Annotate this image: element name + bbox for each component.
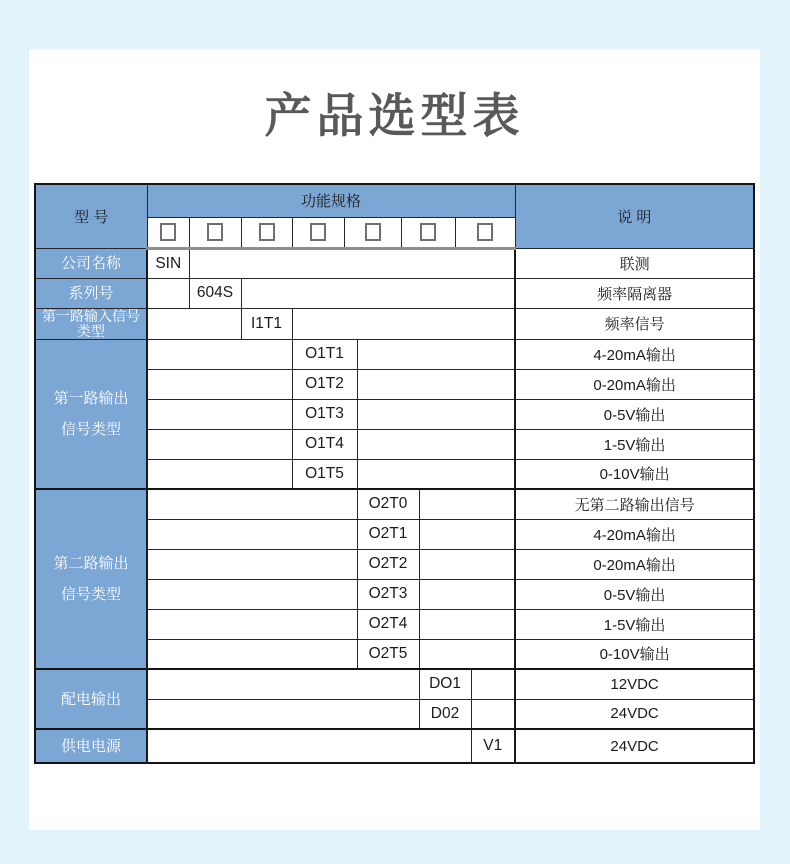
empty-cell [471, 699, 515, 729]
empty-cell [147, 609, 357, 639]
table-row [35, 339, 754, 369]
label-line: 第一路输入信号 [42, 308, 140, 324]
spec-checkbox-cell [147, 217, 189, 248]
table-row [35, 489, 754, 519]
checkbox-icon[interactable] [207, 223, 223, 241]
label-line: 公司名称 [60, 254, 121, 272]
spec-checkbox-cell [241, 217, 292, 248]
table-row [35, 729, 754, 763]
desc-cell: 0-20mA输出 [515, 369, 754, 399]
empty-cell [147, 339, 292, 369]
empty-cell [147, 639, 357, 669]
spec-checkbox-cell [401, 217, 455, 248]
spec-checkbox-cell [344, 217, 401, 248]
desc-cell: 无第二路输出信号 [515, 489, 754, 519]
empty-cell [147, 699, 419, 729]
label-line: 配电输出 [60, 690, 121, 708]
spec-checkbox-cell [189, 217, 241, 248]
table-row [35, 278, 754, 308]
desc-cell: 频率信号 [515, 308, 754, 339]
label-line: 供电电源 [60, 737, 121, 755]
code-cell: SIN [147, 248, 189, 278]
empty-cell [147, 369, 292, 399]
empty-cell [419, 639, 515, 669]
checkbox-icon[interactable] [477, 223, 493, 241]
label-line: 信号类型 [60, 420, 121, 438]
empty-cell [147, 549, 357, 579]
product-selection-table [34, 183, 755, 764]
empty-cell [147, 429, 292, 459]
desc-cell: 4-20mA输出 [515, 339, 754, 369]
empty-cell [357, 429, 515, 459]
desc-cell: 0-5V输出 [515, 579, 754, 609]
checkbox-icon[interactable] [310, 223, 326, 241]
desc-cell: 联测 [515, 248, 754, 278]
code-cell: O1T4 [292, 429, 357, 459]
desc-cell: 频率隔离器 [515, 278, 754, 308]
empty-cell [147, 399, 292, 429]
empty-cell [357, 339, 515, 369]
code-cell: DO1 [419, 669, 471, 699]
empty-cell [147, 669, 419, 699]
desc-cell: 1-5V输出 [515, 429, 754, 459]
row-label-power-supply [35, 729, 147, 763]
table-row [35, 308, 754, 339]
empty-cell [357, 459, 515, 489]
desc-cell: 24VDC [515, 729, 754, 763]
code-cell: O2T0 [357, 489, 419, 519]
empty-cell [419, 609, 515, 639]
spec-checkbox-cell [292, 217, 344, 248]
code-cell: 604S [189, 278, 241, 308]
empty-cell [419, 549, 515, 579]
empty-cell [419, 579, 515, 609]
code-cell: O2T3 [357, 579, 419, 609]
checkbox-icon[interactable] [160, 223, 176, 241]
code-cell: O1T1 [292, 339, 357, 369]
desc-cell: 0-10V输出 [515, 639, 754, 669]
desc-cell: 0-10V输出 [515, 459, 754, 489]
table-header-row [35, 184, 754, 217]
desc-cell: 1-5V输出 [515, 609, 754, 639]
label-line: 系列号 [68, 284, 114, 302]
code-cell: O2T1 [357, 519, 419, 549]
code-cell: D02 [419, 699, 471, 729]
label-line: 第二路输出 [53, 555, 129, 572]
code-cell: O2T4 [357, 609, 419, 639]
code-cell: O1T5 [292, 459, 357, 489]
label-line: 类型 [77, 322, 105, 339]
empty-cell [419, 519, 515, 549]
empty-cell [471, 669, 515, 699]
row-label-company-name [35, 248, 147, 278]
code-cell: O1T3 [292, 399, 357, 429]
page-title: 产品选型表 [264, 89, 525, 142]
model-header: 型 号 [35, 184, 147, 248]
code-cell: O2T2 [357, 549, 419, 579]
desc-cell: 0-5V输出 [515, 399, 754, 429]
empty-cell [189, 248, 515, 278]
row-label-series [35, 278, 147, 308]
empty-cell [147, 308, 241, 339]
content-card [29, 49, 760, 830]
desc-cell: 12VDC [515, 669, 754, 699]
table-row [35, 248, 754, 278]
code-cell: V1 [471, 729, 515, 763]
label-line: 信号类型 [60, 586, 121, 603]
table-row [35, 669, 754, 699]
empty-cell [147, 278, 189, 308]
empty-cell [357, 399, 515, 429]
empty-cell [241, 278, 515, 308]
label-line: 第一路输出 [53, 389, 129, 407]
empty-cell [147, 579, 357, 609]
row-label-power-dist-output [35, 669, 147, 729]
row-label-input1-type [35, 308, 147, 339]
code-cell: O1T2 [292, 369, 357, 399]
spec-checkbox-cell [455, 217, 515, 248]
spec-header: 功能规格 [147, 184, 515, 217]
empty-cell [147, 729, 471, 763]
row-label-output1-type [35, 339, 147, 489]
desc-cell: 4-20mA输出 [515, 519, 754, 549]
desc-header: 说 明 [515, 184, 754, 248]
empty-cell [147, 489, 357, 519]
checkbox-icon[interactable] [365, 223, 381, 241]
checkbox-icon[interactable] [259, 223, 275, 241]
empty-cell [419, 489, 515, 519]
code-cell: O2T5 [357, 639, 419, 669]
code-cell: I1T1 [241, 308, 292, 339]
checkbox-icon[interactable] [420, 223, 436, 241]
desc-cell: 24VDC [515, 699, 754, 729]
empty-cell [147, 519, 357, 549]
empty-cell [147, 459, 292, 489]
row-label-output2-type [35, 489, 147, 669]
empty-cell [357, 369, 515, 399]
desc-cell: 0-20mA输出 [515, 549, 754, 579]
empty-cell [292, 308, 515, 339]
